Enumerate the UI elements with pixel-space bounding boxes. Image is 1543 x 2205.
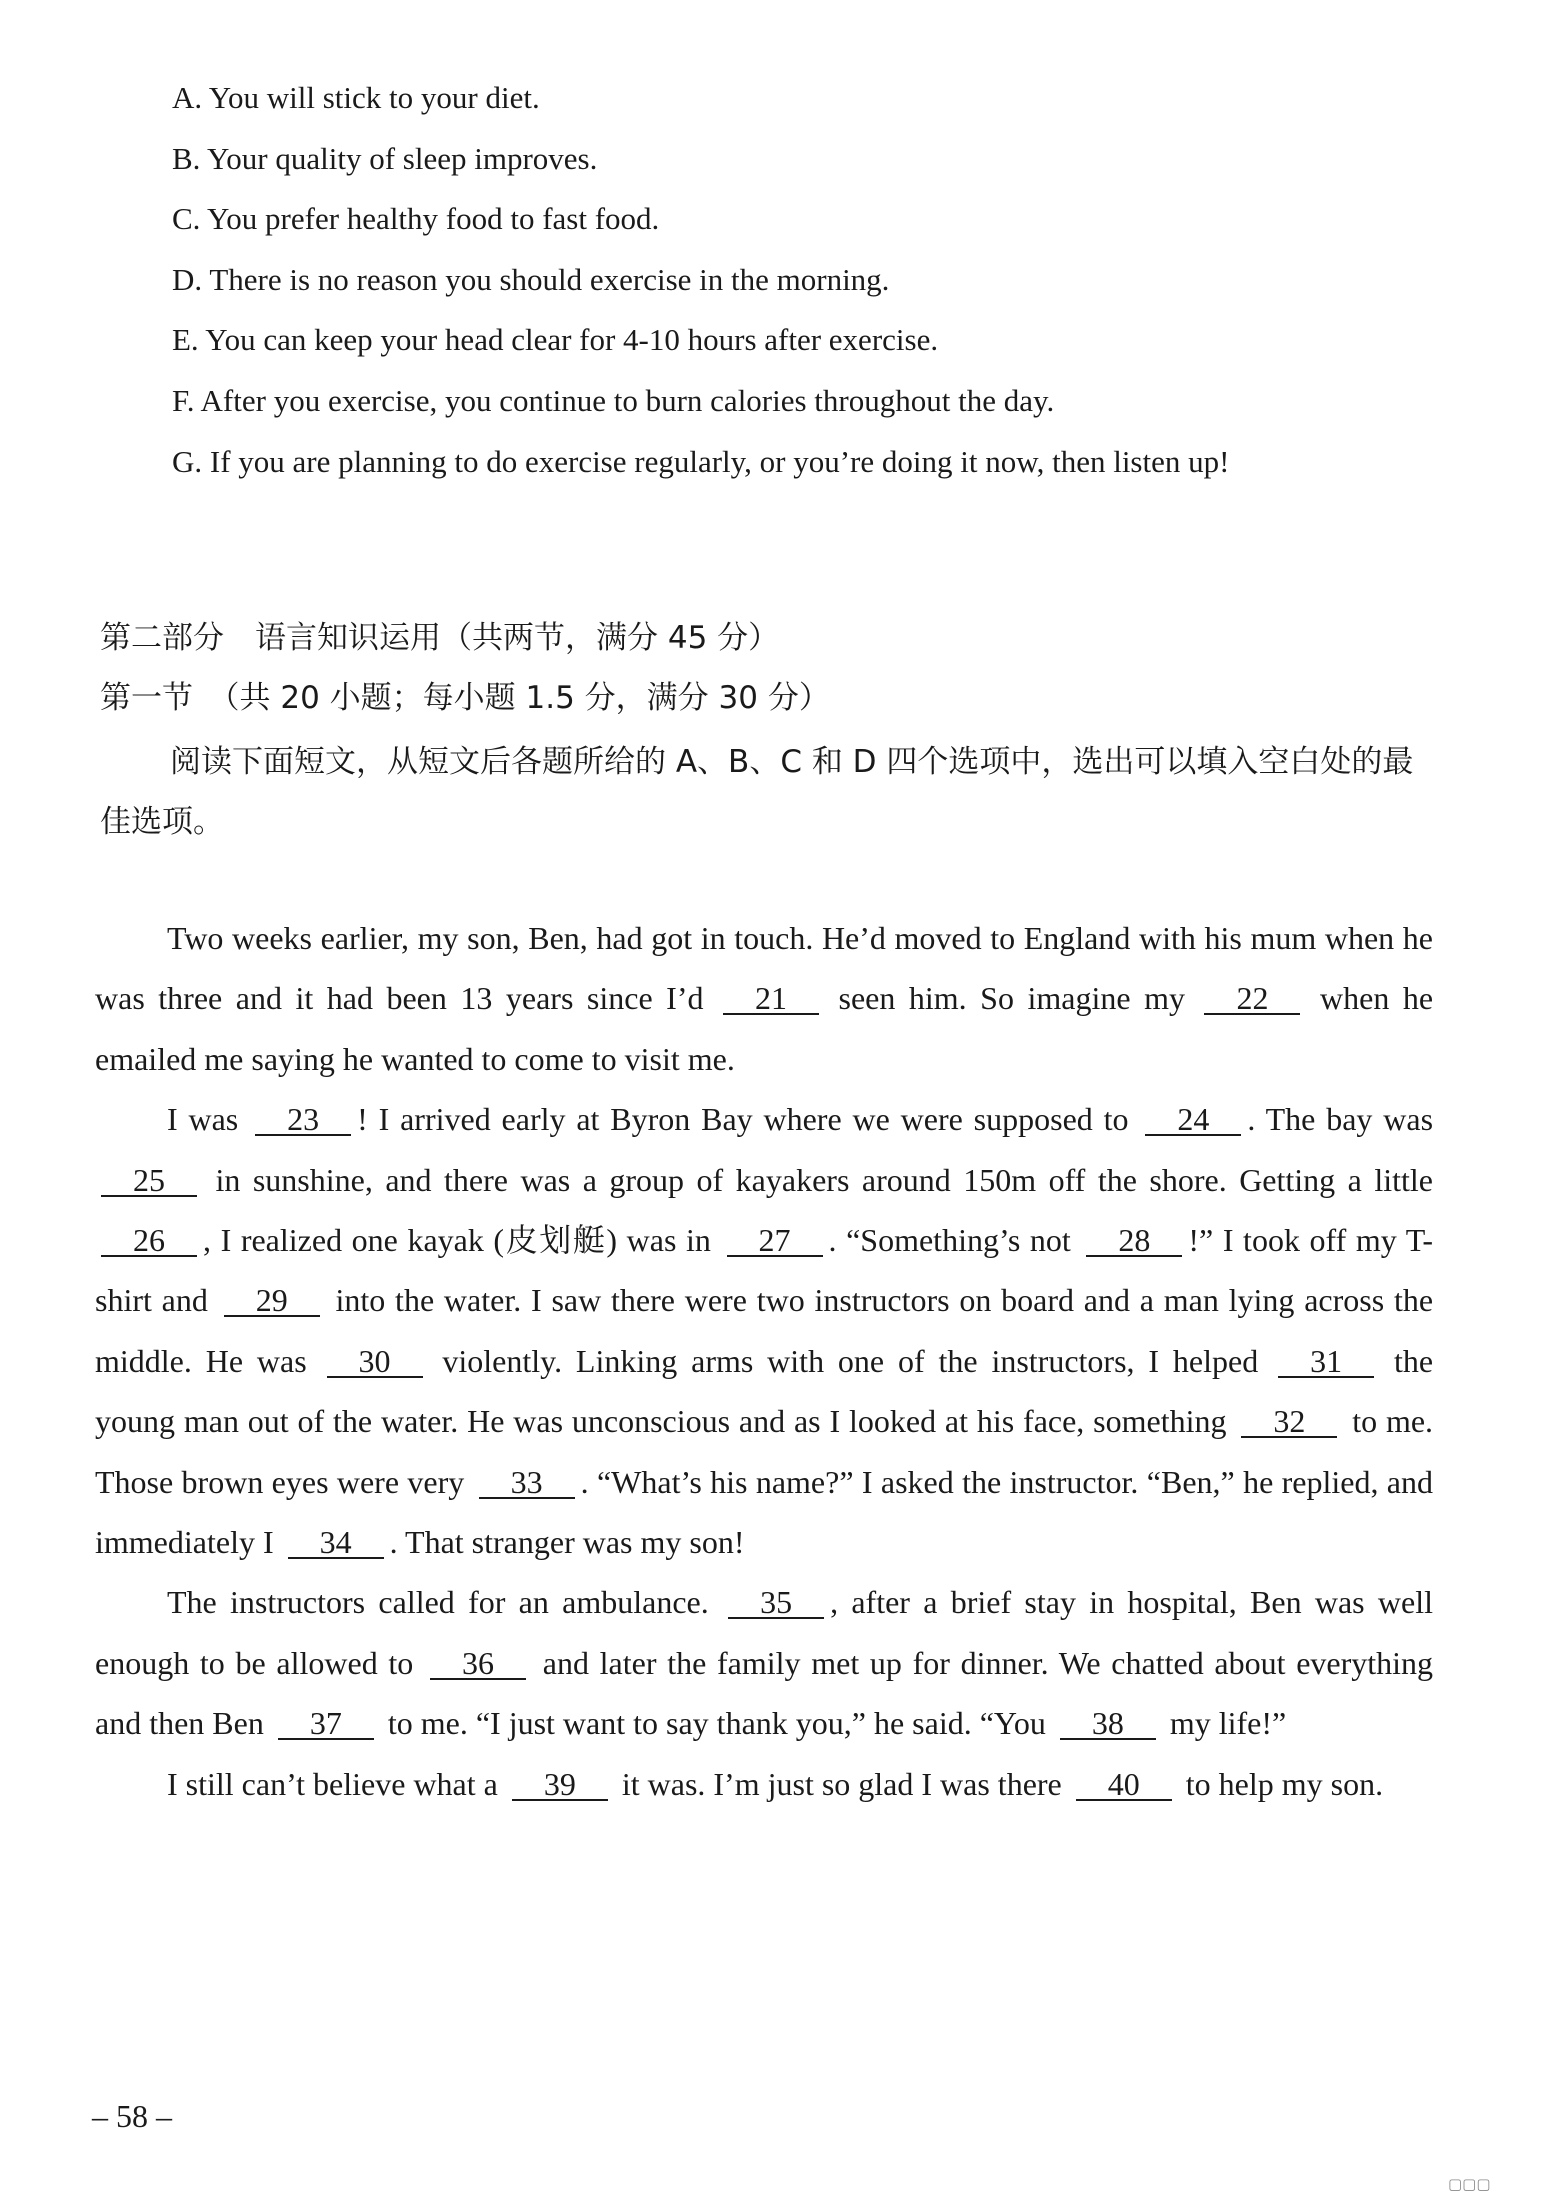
section-instruction: 阅读下面短文，从短文后各题所给的 A、B、C 和 D 四个选项中，选出可以填入空白处的最佳选项。 (100, 744, 1414, 840)
blank-37: 37 (278, 1708, 374, 1740)
blank-30: 30 (327, 1346, 423, 1378)
option-f: F. After you exercise, you continue to burn calories throughout the day. (172, 382, 1055, 418)
option-c: C. You prefer healthy food to fast food. (172, 201, 660, 237)
passage-text: Two weeks earlier, my son, Ben, had got in touch. He’d moved to England with his mum when he was three and it had been 13 years since I’d (95, 920, 1433, 1017)
passage-text: seen him. So imagine my (838, 980, 1185, 1017)
passage-text: to me. Those brown eyes were very (95, 1403, 1434, 1500)
passage-paragraph-3 (95, 1572, 1433, 1753)
passage-text: my life!” (1169, 1705, 1287, 1742)
passage-text: The instructors called for an ambulance. (167, 1584, 709, 1621)
passage-text: , after a brief stay in hospital, Ben was well enough to be allowed to (95, 1584, 1434, 1681)
passage-text: it was. I’m just so glad I was there (621, 1765, 1062, 1802)
passage-text: violently. Linking arms with one of the instructors, I helped (442, 1342, 1259, 1379)
passage-text: . The bay was (1247, 1101, 1434, 1138)
blank-40: 40 (1076, 1769, 1172, 1801)
blank-39: 39 (512, 1769, 608, 1801)
passage-text: and later the family met up for dinner. We chatted about everything and then Ben (95, 1644, 1434, 1742)
blank-36: 36 (430, 1648, 526, 1680)
passage-text: I still can’t believe what a (167, 1765, 498, 1802)
page-number: – 58 – (92, 2098, 172, 2134)
blank-23: 23 (255, 1104, 351, 1136)
passage-text: ! I arrived early at Byron Bay where we were supposed to (357, 1101, 1129, 1138)
section-heading: 第二部分 语言知识运用（共两节，满分 45 分） (100, 620, 780, 656)
passage-text: the young man out of the water. He was unconscious and as I looked at his face, something (95, 1342, 1434, 1440)
blank-35: 35 (728, 1587, 824, 1619)
option-d: D. There is no reason you should exercise in the morning. (172, 261, 890, 297)
blank-28: 28 (1086, 1225, 1182, 1257)
cloze-passage (95, 908, 1433, 1814)
answer-options-list (172, 68, 1432, 492)
passage-text: to help my son. (1185, 1765, 1384, 1802)
passage-text: . That stranger was my son! (389, 1524, 745, 1561)
blank-27: 27 (727, 1225, 823, 1257)
blank-22: 22 (1204, 983, 1300, 1015)
passage-paragraph-2 (95, 1089, 1433, 1572)
passage-text: . “Something’s not (828, 1222, 1071, 1259)
passage-text: into the water. I saw there were two instructors on board and a man lying across the middle. He was (95, 1282, 1434, 1379)
blank-25: 25 (101, 1165, 197, 1197)
passage-text: in sunshine, and there was a group of kayakers around 150m off the shore. Getting a little (215, 1161, 1434, 1198)
blank-29: 29 (224, 1285, 320, 1317)
blank-26: 26 (101, 1225, 197, 1257)
option-e: E. You can keep your head clear for 4-10 hours after exercise. (172, 322, 939, 358)
option-b: B. Your quality of sleep improves. (172, 140, 598, 176)
passage-text: when he emailed me saying he wanted to come to visit me. (95, 980, 1434, 1077)
passage-text: !” I took off my T-shirt and (95, 1222, 1434, 1319)
passage-paragraph-1 (95, 908, 1433, 1089)
passage-text: I was (167, 1101, 239, 1138)
blank-38: 38 (1060, 1708, 1156, 1740)
passage-paragraph-4 (95, 1754, 1433, 1814)
option-g: G. If you are planning to do exercise regularly, or you’re doing it now, then listen up! (172, 443, 1230, 479)
blank-33: 33 (479, 1467, 575, 1499)
blank-21: 21 (723, 983, 819, 1015)
blank-31: 31 (1278, 1346, 1374, 1378)
passage-text: . “What’s his name?” I asked the instructor. “Ben,” he replied, and immediately I (95, 1463, 1434, 1561)
blank-34: 34 (288, 1527, 384, 1559)
blank-32: 32 (1241, 1406, 1337, 1438)
option-a: A. You will stick to your diet. (172, 80, 540, 115)
passage-text: to me. “I just want to say thank you,” he said. “You (387, 1705, 1046, 1742)
blank-24: 24 (1145, 1104, 1241, 1136)
section-subheading: 第一节 （共 20 小题；每小题 1.5 分，满分 30 分） (100, 680, 830, 716)
corner-watermark-logo: ▢▢▢ (1448, 2175, 1491, 2193)
passage-text: , I realized one kayak (皮划艇) was in (203, 1222, 711, 1259)
